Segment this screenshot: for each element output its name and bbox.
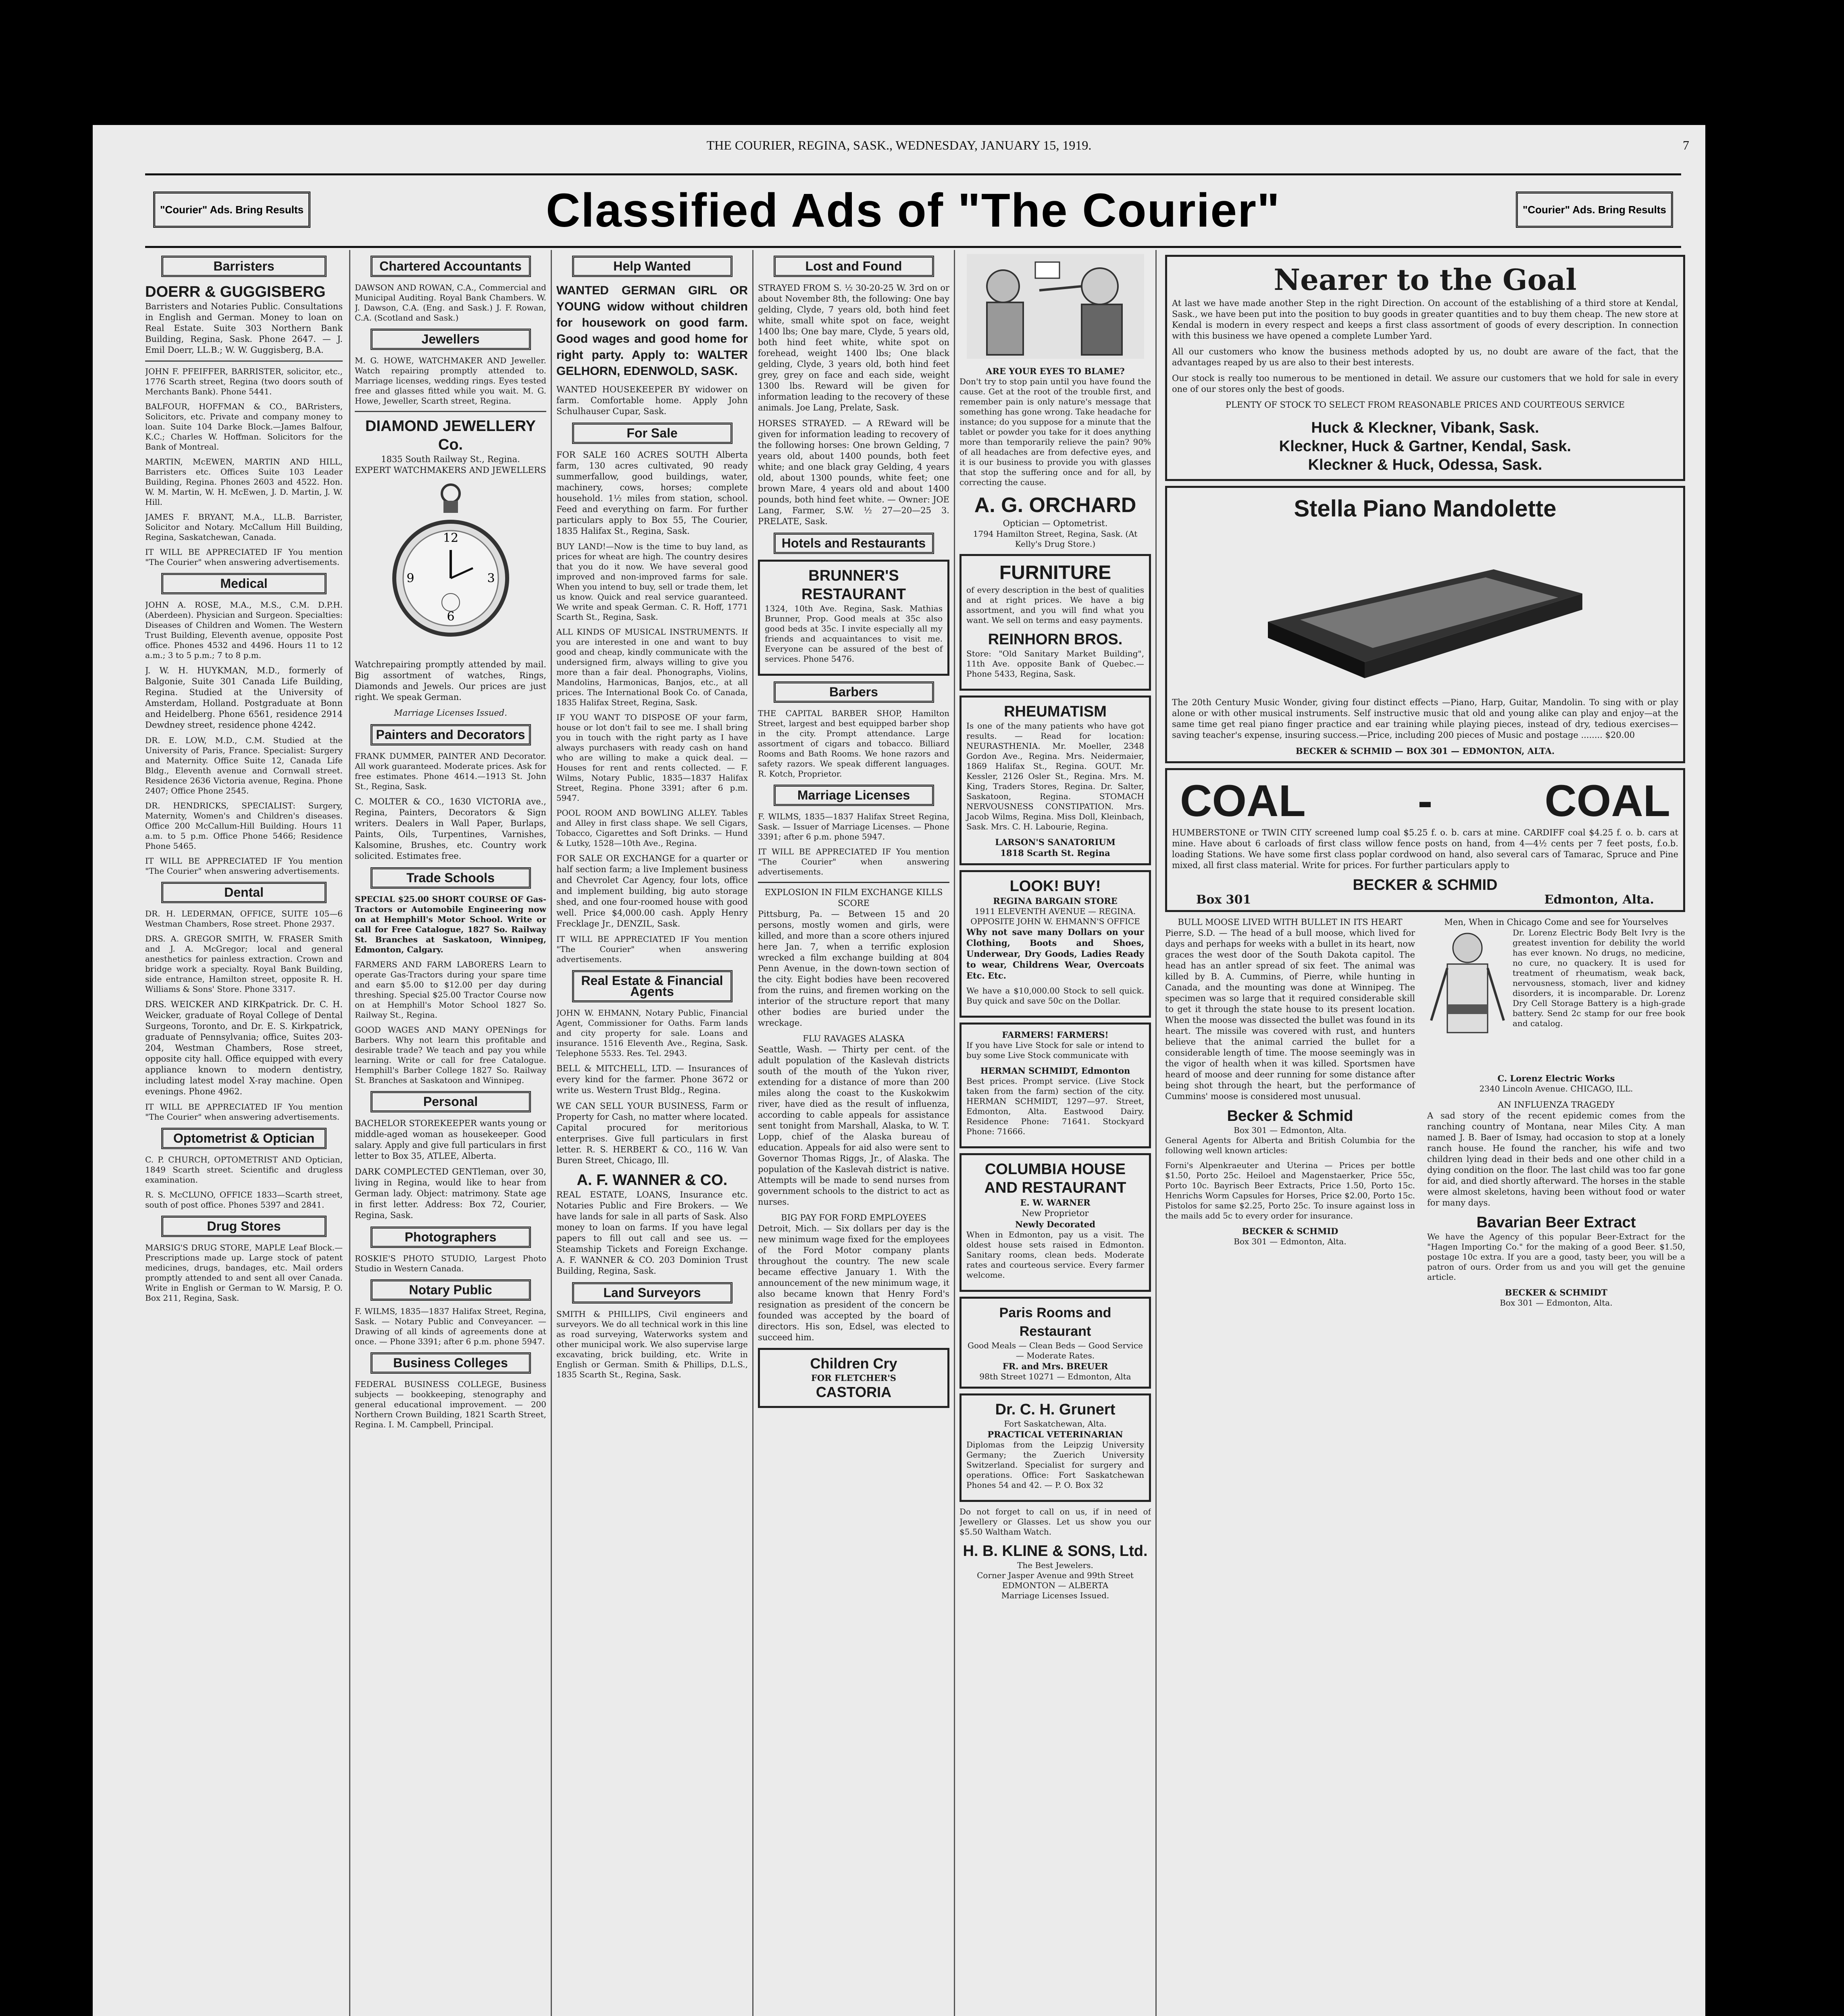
larson-name: LARSON'S SANATORIUM <box>995 837 1116 847</box>
coal-text: HUMBERSTONE or TWIN CITY screened lump coal $5.25 f. o. b. cars at mine. CARDIFF coal $4.25 f. o. b. cars at mine. Have about 6 carloads of first class willow fence posts on hand, from 4—4½ cents per 7 feet posts, f.o.b. loading Stations. We have some first class poplar cordwood on hand, also several cars of Tamarac, Spruce and Pine mixed, all first class material. Write for prices. For further particulars apply to <box>1172 828 1678 870</box>
paris-name: Paris Rooms and Restaurant <box>999 1305 1111 1339</box>
bargain-name: REGINA BARGAIN STORE <box>993 896 1118 906</box>
diamond-tagline: EXPERT WATCHMAKERS AND JEWELLERS <box>355 465 546 475</box>
column-4 <box>758 250 949 2016</box>
appreciated-note: IT WILL BE APPRECIATED IF You mention "The Courier" when answering advertisements. <box>145 856 343 876</box>
appreciated-note: IT WILL BE APPRECIATED IF You mention "The Courier" when answering advertisements. <box>145 1102 343 1122</box>
optician-illustration <box>959 254 1151 362</box>
weicker-ad: DRS. WEICKER AND KIRKpatrick. Dr. C. H. Weicker, graduate of Royal College of Dental Surgeons, Toronto, and Dr. E. S. Kirkpatrick, graduate of Pennsylvania; office, Suites 203-204, Westman Chambers, Rose street, opposite city hall. Office equipped with every appliance known to modern dentistry, including latest model X-ray machine. Open evenings. Phone 4962. <box>145 1000 343 1096</box>
column-rule <box>349 250 350 2016</box>
medical-heading: Medical <box>161 573 327 594</box>
electric-headline: Men, When in Chicago Come and see for Yourselves <box>1444 917 1668 927</box>
courier-ads-box-right: "Courier" Ads. Bring Results <box>1516 192 1673 228</box>
man-figure-icon <box>1427 928 1508 1073</box>
svg-text:9: 9 <box>406 571 414 585</box>
church-ad: C. P. CHURCH, OPTOMETRIST AND Optician, 1849 Scarth street. Scientific and drugless examination. <box>145 1155 343 1185</box>
howe-ad: M. G. HOWE, WATCHMAKER AND Jeweller. Watch repairing promptly attended to. Marriage licenses, wedding rings. Eyes tested free and glasses fitted while you wait. M. G. Howe, Jeweller, Scarth street, Regina. <box>355 356 546 406</box>
ehmann-ad: JOHN W. EHMANN, Notary Public, Financial Agent, Commissioner for Oaths. Farm lands and city property for sale. Loans and insurance. 1516 Eleventh Ave., Regina, Sask. Telephone 5533. Res. Tel. 2943. <box>556 1008 748 1058</box>
rheumatism-ad <box>959 696 1151 865</box>
bargain-text: Why not save many Dollars on your Clothing, Boots and Shoes, Underwear, Dry Goods, Ladies Ready to wear, Childrens Wear, Overcoats Etc. Etc. <box>966 927 1144 981</box>
column-rule <box>1155 250 1157 2016</box>
becker-foot-box: Box 301 — Edmonton, Alta. <box>1234 1237 1347 1246</box>
svg-text:3: 3 <box>487 571 495 585</box>
diamond-address: 1835 South Railway St., Regina. <box>381 454 520 464</box>
column-2 <box>355 250 546 2016</box>
stella-title: Stella Piano Mandolette <box>1294 496 1557 522</box>
balfour-ad: BALFOUR, HOFFMAN & CO., BARristers, Solicitors, etc. Private and company money to loan. Suite 104 Darke Block.—James Balfour, K.C.; Charles W. Hoffman. Solicitors for the Bank of Montreal. <box>145 402 343 452</box>
brunner-restaurant-ad <box>758 560 949 676</box>
music-ad: ALL KINDS OF MUSICAL INSTRUMENTS. If you are interested in one and want to buy good and cheap, kindly communicate with the undersigned firm, always willing to give you more than a fair deal. Phonographs, Violins, Mandolins, Harmonicas, Banjos, etc., at all prices. The International Book Co. of Canada, 1835 Halifax Street, Regina, Sask. <box>556 627 748 707</box>
piano-mandolette-icon <box>1244 533 1607 686</box>
marsig-ad: MARSIG'S DRUG STORE, MAPLE Leaf Block.—Prescriptions made up. Large stock of patent medicines, drugs, bandages, etc. Mail orders promptly attended to and sent all over Canada. Write in English or German to W. Marsig, P. O. Box 211, Regina, Sask. <box>145 1243 343 1303</box>
lost-found-heading: Lost and Found <box>774 256 934 277</box>
horses-strayed-ad: HORSES STRAYED. — A REward will be given for information leading to recovery of the following horses: One brown Gelding, 7 years old, about 1400 pounds, both feet white; and one black gray Gelding, 4 years old, about 1300 pounds, white feet; one brown Mare, 4 years old and about 1400 pounds, both hind feet white. — Owner: JOE Lang, Farmer, S.W. ½ 27—20—25 3. PRELATE, Sask. <box>758 419 949 526</box>
electric-text: Dr. Lorenz Electric Body Belt Ivry is the greatest invention for debility the world has ever known. No drugs, no medicine, no cure, no quackery. It is used for treatment of rheumatism, weak back, nervousness, stomach, liver and kidney disorders, it is incomparable. Dr. Lorenz Dry Cell Storage Battery is a high-grade battery. Send 2c stamp for our free book and catalog. <box>1513 928 1685 1028</box>
coal-word-left: COAL <box>1180 776 1306 826</box>
dummer-ad: FRANK DUMMER, PAINTER AND Decorator. All work guaranteed. Moderate prices. Ask for free estimates. Phone 4614.—1913 St. John St., Regina, Sask. <box>355 751 546 791</box>
explosion-story: Pittsburg, Pa. — Between 15 and 20 persons, mostly women and girls, were killed, and more than a score others injured here Jan. 7, when a terrific explosion wrecked a film exchange building at 804 Penn Avenue, in the down-town section of the city. Eight bodies have been recovered from the ruins, and firemen working on the interior of the structure report that many other bodies are buried under the wreckage. <box>758 909 949 1028</box>
schmidt-text: Best prices. Prompt service. (Live Stock taken from the farm) section of the city. HERMAN SCHMIDT, 1297—97. Street, Edmonton, Alta. Eastwood Dairy. Residence Phone: 71641. Stockyard Phone: 71666. <box>966 1076 1144 1136</box>
wanner-name: A. F. WANNER & CO. <box>577 1172 728 1189</box>
coal-headline: COAL - COAL <box>1172 775 1678 827</box>
rheumatism-text: Is one of the many patients who have got results. — Read for location: NEURASTHENIA. Mr. Moeller, 2348 Gordon Ave., Regina. Mrs. Neidermaier, 1869 Halifax St., Regina. GOUT. Mr. Kessler, 2126 Osler St., Regina. Mrs. M. King, Traders Stores, Regina. Dr. Salter, Saskatoon, Regina. STOMACH NERVOUSNESS CONSTIPATION. Mrs. Jacob Wilms, Regina. Miss Doll, Kleinbach, Sask. Mrs. C. H. Labourie, Regina. <box>966 721 1144 831</box>
piano-illustration <box>1172 533 1678 689</box>
electric-firm: C. Lorenz Electric Works <box>1497 1073 1615 1083</box>
land-surveyors-heading: Land Surveyors <box>572 1282 733 1304</box>
eyes-headline: ARE YOUR EYES TO BLAME? <box>986 366 1125 376</box>
roskie-ad: ROSKIE'S PHOTO STUDIO, Largest Photo Studio in Western Canada. <box>355 1254 546 1273</box>
castoria-line-1: Children Cry <box>810 1355 897 1372</box>
bargain-store-ad <box>959 870 1151 1018</box>
orchard-address: 1794 Hamilton Street, Regina, Sask. (At Kelly's Drug Store.) <box>973 529 1138 549</box>
column-5 <box>959 250 1151 2016</box>
columbia-decorated: Newly Decorated <box>1015 1219 1095 1229</box>
divider <box>145 360 343 362</box>
columbia-proprietor: New Proprietor <box>1022 1208 1089 1218</box>
bryant-ad: JAMES F. BRYANT, M.A., LL.B. Barrister, Solicitor and Notary. McCallum Hill Building, Regina, Saskatchewan, Canada. <box>145 512 343 542</box>
castoria-ad <box>758 1348 949 1408</box>
bavarian-box: Box 301 — Edmonton, Alta. <box>1500 1298 1613 1308</box>
lower-right-subcolumn <box>1427 917 1685 1308</box>
tragedy-story: A sad story of the recent epidemic comes from the ranching country of Montana, near Miles City. A man named J. B. Baer of Ismay, had occasion to stop at a lonely ranch house. He found the rancher, his wife and two children lying dead in their beds and one other child in a dying condition on the floor. The last child was too far gone for aid, and died shortly afterward. The horses in the stable were almost skeletons, having been without food or water for many days. <box>1427 1111 1685 1208</box>
svg-text:12: 12 <box>443 531 458 545</box>
paris-rooms-ad <box>959 1297 1151 1389</box>
coal-location: Edmonton, Alta. <box>1544 893 1654 907</box>
rose-ad: JOHN A. ROSE, M.A., M.S., C.M. D.P.H. (Aberdeen). Physician and Surgeon. Specialties: Diseases of Children and Women. The Western Trust Building, Eleventh avenue, opposite Post office. Phones 4532 and 4496. Hours 11 to 12 a.m.; 3 to 5 p.m.; 7 to 8 p.m. <box>145 600 343 660</box>
column-rule <box>752 250 753 2016</box>
furniture-ad <box>959 554 1151 691</box>
nearer-goal-ad <box>1165 255 1685 481</box>
business-colleges-heading: Business Colleges <box>370 1352 531 1374</box>
castoria-line-2: FOR FLETCHER'S <box>811 1373 896 1383</box>
farmers-text: If you have Live Stock for sale or intend to buy some Live Stock communicate with <box>966 1040 1144 1060</box>
store-vibank: Huck & Kleckner, Vibank, Sask. <box>1311 419 1539 436</box>
column-3 <box>556 250 748 2016</box>
appreciated-note: IT WILL BE APPRECIATED IF You mention "The Courier" when answering advertisements. <box>556 934 748 964</box>
bachelor-ad: BACHELOR STOREKEEPER wants young or middle-aged woman as housekeeper. Good salary. Apply and give full particulars in first letter to Box 35, ATLEE, Alberta. <box>355 1118 546 1161</box>
optometrist-heading: Optometrist & Optician <box>161 1128 327 1149</box>
coal-contact <box>1172 894 1678 905</box>
becker-box: Box 301 — Edmonton, Alta. <box>1234 1125 1347 1135</box>
gregor-ad: DRS. A. GREGOR SMITH, W. FRASER Smith and J. A. McGregor; local and general anesthetics for painless extraction. Crown and bridge work a specialty. Royal Bank Building, side entrance, Hamilton street, opposite R. H. Williams & Sons' Store. Phone 3317. <box>145 934 343 994</box>
goal-text-2: All our customers who know the business methods adopted by us, no doubt are aware of the fact, that the advantages reaped by us are also to their best interests. <box>1172 347 1678 367</box>
kline-licenses: Marriage Licenses Issued. <box>1001 1591 1109 1600</box>
farmers-ad <box>959 1023 1151 1148</box>
grunert-text: Diplomas from the Leipzig University Germany; the Zuerich University Switzerland. Specialist for surgery and operations. Office: Fort Saskatchewan Phones 54 and 42. — P. O. Box 32 <box>966 1440 1144 1490</box>
wanner-ad: REAL ESTATE, LOANS, Insurance etc. Notaries Public and Fire Brokers. — We have lands for sale in all parts of Sask. Also money to loan on farms. If you have legal papers to fill out call and see us. — Steamship Tickets and Foreign Exchange. A. F. WANNER & CO. 203 Dominion Trust Building, Regina, Sask. <box>556 1190 748 1276</box>
divider <box>355 411 546 412</box>
page-number: 7 <box>1683 138 1689 152</box>
flu-headline: FLU RAVAGES ALASKA <box>803 1034 905 1043</box>
classified-title: Classified Ads of "The Courier" <box>546 184 1280 237</box>
grunert-ad <box>959 1393 1151 1502</box>
becker-foot: BECKER & SCHMID <box>1242 1226 1338 1236</box>
strayed-ad: STRAYED FROM S. ½ 30-20-25 W. 3rd on or about November 8th, the following: One bay gelding, Clyde, 7 years old, both hind feet white, small white spot on face, weight 1400 lbs; One bay mare, Clyde, 5 years old, both hind feet white, white spot on forehead, weight 1400 lbs; One black gelding, Clyde, 3 years old, both hind feet grey, grey on face and each side, weight 1300 lbs. Reward will be given for information leading to the recovery of these animals. Joe Lang, Prelate, Sask. <box>758 283 949 412</box>
barbers-heading: Barbers <box>774 681 934 703</box>
reinhorn-address: Store: "Old Sanitary Market Building", 11th Ave. opposite Bank of Quebec.—Phone 5433, Regina, Sask. <box>966 649 1144 679</box>
flu-story: Seattle, Wash. — Thirty per cent. of the adult population of the Kaslevah districts south of the mouth of the Yukon river, extending for a distance of more than 200 miles along the coast to the Kuskokwim river, have died as the result of influenza, according to cable appeals for assistance sent tonight from Marshall, Alaska, to W. T. Lopp, chief of the Alaska bureau of education. Appeals for aid also were sent to Governor Thomas Riggs, Jr., of Alaska. The population of the Kaslevah district is native. Attempts will be made to send nurses from government schools to the district to act as nurses. <box>758 1045 949 1207</box>
brunner-text: 1324, 10th Ave. Regina, Sask. Mathias Brunner, Prop. Good meals at 35c also good beds at 35c. I invite especially all my friends and acquaintances to visit me. Everyone can be assured of the best of services. Phone 5476. <box>765 604 943 664</box>
dental-heading: Dental <box>161 882 327 903</box>
orchard-name: A. G. ORCHARD <box>974 494 1136 517</box>
moose-headline: BULL MOOSE LIVED WITH BULLET IN ITS HEART <box>1178 917 1403 927</box>
farmers-ad: FARMERS AND FARM LABORERS Learn to operate Gas-Tractors during your spare time and earn $5.00 to $12.00 per day during threshing. Special $25.00 Tractor Course now on at Hemphill's Motor School 1827 So. Railway St., Regina. <box>355 960 546 1020</box>
capital-barber-ad: THE CAPITAL BARBER SHOP, Hamilton Street, largest and best equipped barber shop in the city. Prompt attendance. Large assortment of cigars and tobacco. Billiard Rooms and Bath Rooms. We hone razors and safety razors. We speak different languages. R. Kotch, Proprietor. <box>758 708 949 779</box>
hotels-heading: Hotels and Restaurants <box>774 533 934 554</box>
doerr-name: DOERR & GUGGISBERG <box>145 283 326 300</box>
diamond-jewellery-name: DIAMOND JEWELLERY Co. <box>365 418 536 453</box>
dateline: THE COURIER, REGINA, SASK., WEDNESDAY, JANUARY 15, 1919. <box>706 138 1092 152</box>
pocket-watch-icon <box>390 481 511 651</box>
furniture-text: of every description in the best of qualities and at right prices. We have a big assortment, and you will find what you want. We sell on terms and easy payments. <box>966 585 1144 625</box>
bavarian-firm: BECKER & SCHMIDT <box>1505 1287 1608 1297</box>
wanted-girl-ad: WANTED GERMAN GIRL OR YOUNG widow without children for housework on good farm. Good wages and good home for right party. Apply to: WALTER GELHORN, EDENWOLD, SASK. <box>556 284 748 378</box>
coal-ad <box>1165 768 1685 912</box>
notary-heading: Notary Public <box>370 1279 531 1301</box>
look-buy: LOOK! BUY! <box>1009 878 1101 895</box>
sale-160-ad: FOR SALE 160 ACRES SOUTH Alberta farm, 130 acres cultivated, 90 ready summerfallow, good buildings, water, machinery, cows, horses; complete household. 1½ miles from station, school. Feed and everything on farm. For further particulars apply to Box 55, The Courier, 1835 Halifax St., Regina, Sask. <box>556 450 748 536</box>
housekeeper-ad: WANTED HOUSEKEEPER BY widower on farm. Comfortable home. Apply John Schulhauser Cupar, Sask. <box>556 385 748 416</box>
for-sale-heading: For Sale <box>572 423 733 444</box>
huykman-ad: J. W. H. HUYKMAN, M.D., formerly of Balgonie, Suite 301 Canada Life Building, Regina. Studied at the University of Amsterdam, Holland. Postgraduate at Bonn and Heidelberg. Phone 6561, residence 2914 Dewdney street, residence phone 4242. <box>145 666 343 730</box>
kline-address: Corner Jasper Avenue and 99th Street EDMONTON — ALBERTA <box>977 1570 1134 1590</box>
becker-agents: General Agents for Alberta and British Columbia for the following well known articles: <box>1165 1135 1415 1155</box>
real-estate-heading: Real Estate & Financial Agents <box>572 970 733 1002</box>
bargain-address: 1911 ELEVENTH AVENUE — REGINA. OPPOSITE JOHN W. EHMANN'S OFFICE <box>970 906 1140 926</box>
help-wanted-heading: Help Wanted <box>572 256 733 277</box>
diamond-ad: Watchrepairing promptly attended by mail. Big assortment of watches, Rings, Diamonds and Jewels. Our prices are just right. We speak German. <box>355 660 546 702</box>
drug-stores-heading: Drug Stores <box>161 1216 327 1237</box>
photographers-heading: Photographers <box>370 1227 531 1248</box>
course-ad: SPECIAL $25.00 SHORT COURSE OF Gas-Tractors or Automobile Engineering now on at Hemphill's Motor School. Write or call for Free Catalogue, 1827 So. Railway St. Branches at Saskatoon, Winnipeg, Edmonton, Calgary. <box>355 894 546 954</box>
optician-examining-icon <box>967 254 1144 359</box>
kline-name: H. B. KLINE & SONS, Ltd. <box>963 1543 1148 1560</box>
furniture-heading: FURNITURE <box>999 562 1111 583</box>
goal-text: At last we have made another Step in the right Direction. On account of the establishing of a third store at Kendal, Sask., we have been put into the position to buy goods in greater quantities and to buy them cheap. The new store at Kendal is modern in every respect and keeps a first class assortment of goods of every description. In connection with this business we have opened a complete Lumber Yard. <box>1172 298 1678 341</box>
grunert-name: Dr. C. H. Grunert <box>995 1401 1116 1418</box>
columbia-line-1: COLUMBIA HOUSE <box>984 1161 1126 1178</box>
bavarian-text: We have the Agency of this popular Beer-Extract for the "Hagen Importing Co." for the making of a good Beer. $1.50, postage 10c extra. If you are a good, tasty beer, you will be a patron of ours. Order from us and you will get the genuine article. <box>1427 1232 1685 1282</box>
columbia-text: When in Edmonton, pay us a visit. The oldest house sets raised in Edmonton. Sanitary rooms, clean beds. Moderate rates and courteous service. Every farmer welcome. <box>966 1230 1144 1280</box>
appreciated-note: IT WILL BE APPRECIATED IF You mention "The Courier" when answering advertisements. <box>145 547 343 567</box>
pool-ad: POOL ROOM AND BOWLING ALLEY. Tables and Alley in first class shape. We sell Cigars, Tobacco, Cigarettes and Soft Drinks. — Hund & Lutky, 1528—10th Ave., Regina. <box>556 808 748 848</box>
brunner-name: BRUNNER'S RESTAURANT <box>801 567 906 603</box>
coal-word-right: COAL <box>1544 776 1670 826</box>
bell-ad: BELL & MITCHELL, LTD. — Insurances of every kind for the farmer. Phone 3672 or write us. Western Trust Bldg., Regina. <box>556 1064 748 1095</box>
stella-foot: BECKER & SCHMID — BOX 301 — EDMONTON, ALTA. <box>1295 746 1555 756</box>
personal-heading: Personal <box>370 1091 531 1112</box>
store-odessa: Kleckner & Huck, Odessa, Sask. <box>1308 456 1542 473</box>
goal-stock: PLENTY OF STOCK TO SELECT FROM REASONABLE PRICES AND COURTEOUS SERVICE <box>1225 400 1625 410</box>
column-rule <box>551 250 552 2016</box>
columbia-line-2: AND RESTAURANT <box>984 1179 1126 1196</box>
columbia-house-ad <box>959 1153 1151 1292</box>
barristers-heading: Barristers <box>161 256 327 277</box>
mcluno-ad: R. S. McCLUNO, OFFICE 1833—Scarth street, south of post office. Phones 5397 and 2841. <box>145 1190 343 1210</box>
ford-story: Detroit, Mich. — Six dollars per day is the new minimum wage fixed for the employees of the Ford Motor company plants throughout the country. The new scale became effective January 1. With the announcement of the new minimum wage, it also became known that Henry Ford's resignation as president of the concern be founded was accepted by the board of directors. His son, Edsel, was elected to succeed him. <box>758 1224 949 1342</box>
courier-ads-box-left: "Courier" Ads. Bring Results <box>153 192 310 228</box>
smith-phillips-ad: SMITH & PHILLIPS, Civil engineers and surveyors. We do all technical work in this line as road surveying, Waterworks system and other municipal work. We also supervise large excavating, brick building, etc. Write in English or German. Smith & Phillips, D.L.S., 1835 Scarth St., Regina, Sask. <box>556 1309 748 1379</box>
moose-story: Pierre, S.D. — The head of a bull moose, which lived for days and perhaps for weeks with a bullet in its heart, now graces the west door of the South Dakota capitol. The head has an antler spread of six feet. The animal was killed by B. A. Cummins, of Pierre, while hunting in Canada, and the mounting was done at Winnipeg. The specimen was so large that it required considerable skill to get it through the state house to its present location. When the moose was dissected the bullet was found in its heart. The missile was covered with rust, and hunters believe that the animal carried the bullet for a considerable length of time. The moose seemingly was in the vigor of health when it was killed. Sportsmen have heard of moose and deer running for some distance after being shot through the heart, but the performance of Cummins' moose is considered most unusual. <box>1165 928 1415 1101</box>
coal-box: Box 301 <box>1196 893 1251 907</box>
grunert-location: Fort Saskatchewan, Alta. <box>1004 1419 1107 1429</box>
lederman-ad: DR. H. LEDERMAN, OFFICE, SUITE 105—6 Westman Chambers, Rose street. Phone 2937. <box>145 909 343 929</box>
bargain-foot: We have a $10,000.00 Stock to sell quick. Buy quick and save 50c on the Dollar. <box>966 986 1144 1006</box>
electric-belt-ad <box>1427 928 1685 1073</box>
ford-headline: BIG PAY FOR FORD EMPLOYEES <box>781 1213 926 1223</box>
paris-text: Good Meals — Clean Beds — Good Service — Moderate Rates. <box>968 1341 1143 1360</box>
coal-firm: BECKER & SCHMID <box>1353 877 1498 893</box>
painters-heading: Painters and Decorators <box>370 724 531 746</box>
accountants-heading: Chartered Accountants <box>370 256 531 277</box>
castoria-line-3: CASTORIA <box>816 1384 892 1400</box>
dawson-ad: DAWSON AND ROWAN, C.A., Commercial and Municipal Auditing. Royal Bank Chambers. W. J. Dawson, C.A. (Eng. and Sask.) J. F. Rowan, C.A. (Scotland and Sask.) <box>355 283 546 323</box>
diamond-licenses: Marriage Licenses Issued. <box>394 708 507 718</box>
goal-title: Nearer to the Goal <box>1274 262 1577 297</box>
newspaper-page <box>93 125 1705 2016</box>
dispose-ad: IF YOU WANT TO DISPOSE OF your farm, house or lot don't fail to see me. I shall bring you in touch with the right party as I have always purchasers with ready cash on hand who are willing to make a quick deal. — Houses for rent and rents collected. — F. Wilms, Notary Public, 1835—1837 Halifax Street, Regina. Phone 3391; after 6 p.m. 5947. <box>556 712 748 803</box>
column-1 <box>145 250 343 2016</box>
marriage-heading: Marriage Licenses <box>774 785 934 806</box>
store-kendal: Kleckner, Huck & Gartner, Kendal, Sask. <box>1279 438 1571 455</box>
doerr-ad: Barristers and Notaries Public. Consultations in English and German. Money to loan on Real Estate. Suite 303 Northern Bank Building, Regina, Sask. Phone 2647. — J. Emil Doerr, LL.B.; W. W. Guggisberg, B.A. <box>145 302 343 355</box>
buy-land-ad: BUY LAND!—Now is the time to buy land, as prices for wheat are high. The country desires that you do it now. We have several good improved and non-improved farms for sale. When you intend to buy, sell or trade them, let us know. Quick and real service guaranteed. We write and speak German. C. R. Hoff, 1771 Scarth St., Regina, Sask. <box>556 541 748 622</box>
federal-ad: FEDERAL BUSINESS COLLEGE, Business subjects — bookkeeping, stenography and general educational improvement. — 200 Northern Crown Building, 1821 Scarth Street, Regina. I. M. Campbell, Principal. <box>355 1379 546 1429</box>
page-header <box>93 125 1705 165</box>
orchard-title: Optician — Optometrist. <box>1003 519 1108 528</box>
reinhorn-name: REINHORN BROS. <box>988 631 1123 648</box>
becker-name: Becker & Schmid <box>1227 1108 1353 1125</box>
column-rule <box>954 250 955 2016</box>
svg-text:6: 6 <box>446 610 455 624</box>
schmidt-name: HERMAN SCHMIDT, Edmonton <box>980 1066 1130 1076</box>
kline-intro: Do not forget to call on us, if in need of Jewellery or Glasses. Let us show you our $5.50 Waltham Watch. <box>959 1507 1151 1537</box>
pfeiffer-ad: JOHN F. PFEIFFER, BARRISTER, solicitor, etc., 1776 Scarth street, Regina (two doors south of Merchants Bank). Phone 5441. <box>145 367 343 396</box>
wages-ad: GOOD WAGES AND MANY OPENings for Barbers. Why not learn this profitable and desirable trade? We teach and pay you while learning. Write or call for free Catalogue. Hemphill's Barber College 1827 So. Railway St. Branches at Saskatoon and Winnipeg. <box>355 1025 546 1085</box>
wilms-marriage-ad: F. WILMS, 1835—1837 Halifax Street Regina, Sask. — Issuer of Marriage Licenses. — Phone 3391; after 6 p.m. phone 5947. <box>758 812 949 841</box>
grunert-title: PRACTICAL VETERINARIAN <box>987 1429 1123 1439</box>
low-ad: DR. E. LOW, M.D., C.M. Studied at the University of Paris, France. Specialist: Surgery and Maternity. Office Suite 12, Canada Life Bldg., Eleventh avenue and Cornwall street. Residence 2636 Victoria avenue, Regina. Phone 2407; Office Phone 2545. <box>145 735 343 796</box>
herbert-ad: WE CAN SELL YOUR BUSINESS, Farm or Property for Cash, no matter where located. Capital procured for meritorious enterprises. Give full particulars in first letter. R. S. HERBERT & CO., 116 W. Van Buren Street, Chicago, Ill. <box>556 1101 748 1165</box>
classified-banner <box>145 173 1681 248</box>
farmers-heading: FARMERS! FARMERS! <box>1002 1030 1109 1040</box>
larson-address: 1818 Scarth St. Regina <box>1000 848 1110 858</box>
dark-ad: DARK COMPLECTED GENTleman, over 30, living in Regina, would like to hear from German lady. Object: matrimony. State age in first letter. Address: Box 72, Courier, Regina, Sask. <box>355 1167 546 1220</box>
pocket-watch-illustration <box>355 481 546 654</box>
tragedy-headline: AN INFLUENZA TRAGEDY <box>1498 1100 1615 1110</box>
eyes-text: Don't try to stop pain until you have found the cause. Get at the root of the trouble first, and remember pain is only nature's message that something has gone wrong. Take headache for instance; do you suppose for a minute that the tablet or powder you take for it does anything more than temporarily relieve the pain? 90% of all headaches are from defective eyes, and it is our business to provide you with glasses that stop the suffering once and for all, by correcting the cause. <box>959 377 1151 487</box>
electric-address: 2340 Lincoln Avenue. CHICAGO, ILL. <box>1479 1084 1633 1093</box>
bavarian-heading: Bavarian Beer Extract <box>1476 1214 1636 1231</box>
molter-ad: C. MOLTER & CO., 1630 VICTORIA ave., Regina, Painters, Decorators & Sign writers. Dealers in Wall Paper, Burlaps, Paints, Oils, Turpentines, Varnishes, Kalsomine, Brushes, etc. Country work solicited. Estimates free. <box>355 797 546 861</box>
column-6 <box>1165 250 1685 2016</box>
kline-sub: The Best Jewelers. <box>1017 1560 1093 1570</box>
divider <box>758 882 949 883</box>
rheumatism-heading: RHEUMATISM <box>1004 703 1107 720</box>
explosion-headline: EXPLOSION IN FILM EXCHANGE KILLS SCORE <box>764 887 943 908</box>
lower-right-columns <box>1165 917 1685 1308</box>
paris-owner: FR. and Mrs. BREUER <box>1002 1361 1108 1371</box>
exchange-ad: FOR SALE OR EXCHANGE for a quarter or half section farm; a live Implement business and Chevrolet Car Agency, four lots, office and implement building, big auto storage shed, and one four-roomed house with good well. Price $4,000.00 cash. Apply Henry Frecklage Jr., DENZIL, Sask. <box>556 854 748 929</box>
appreciated-note: IT WILL BE APPRECIATED IF You mention "The Courier" when answering advertisements. <box>758 847 949 877</box>
stella-text: The 20th Century Music Wonder, giving four distinct effects —Piano, Harp, Guitar, Mandolin. To sing with or play alone or with other musical instruments. Self instructive music that old and young alike can play and enjoy—at the same time get real piano finger practice and ear training while playing pieces, instead of dry, tedious exercises—saving teacher's expense, insuring success.—Price, including 200 pieces of Music and postage ........ $20.00 <box>1172 698 1678 740</box>
jewellers-heading: Jewellers <box>370 329 531 350</box>
goal-text-3: Our stock is really too numerous to be mentioned in detail. We assure our customers that we hold for sale in every one of our stores only the best of goods. <box>1172 373 1678 394</box>
becker-list: Forni's Alpenkraeuter and Uterina — Prices per bottle $1.50, Porto 25c. Heiloel and Magenstaerker, Price 55c, Porto 10c. Bayrisch Beer Extracts, Price 1.50, Porto 15c. Henrichs Worm Capsules for Horses, Price $2.00, Porto 15c. Pistolos for same $2.25, Porto 25c. To insure against loss in the mails add 5c to every order for insurance. <box>1165 1160 1415 1220</box>
lower-left-subcolumn <box>1165 917 1415 1308</box>
martin-ad: MARTIN, McEWEN, MARTIN AND HILL, Barristers etc. Offices Suite 103 Leader Building, Regina. Phones 2603 and 4522. Hon. W. M. Martin, W. H. McEwen, J. D. Martin, J. W. Hill. <box>145 457 343 507</box>
columbia-owner: E. W. WARNER <box>1020 1198 1091 1208</box>
stella-piano-ad <box>1165 486 1685 763</box>
trade-schools-heading: Trade Schools <box>370 867 531 889</box>
wilms-notary-ad: F. WILMS, 1835—1837 Halifax Street, Regina, Sask. — Notary Public and Conveyancer. — Drawing of all kinds of agreements done at once. — Phone 3391; after 6 p.m. phone 5947. <box>355 1306 546 1346</box>
hendricks-ad: DR. HENDRICKS, SPECIALIST: Surgery, Maternity, Women's and Children's diseases. Office 200 McCallum-Hill Building. Hours 11 a.m. to 5 p.m. Office Phone 5466; Residence Phone 5465. <box>145 801 343 851</box>
paris-address: 98th Street 10271 — Edmonton, Alta <box>979 1372 1131 1381</box>
